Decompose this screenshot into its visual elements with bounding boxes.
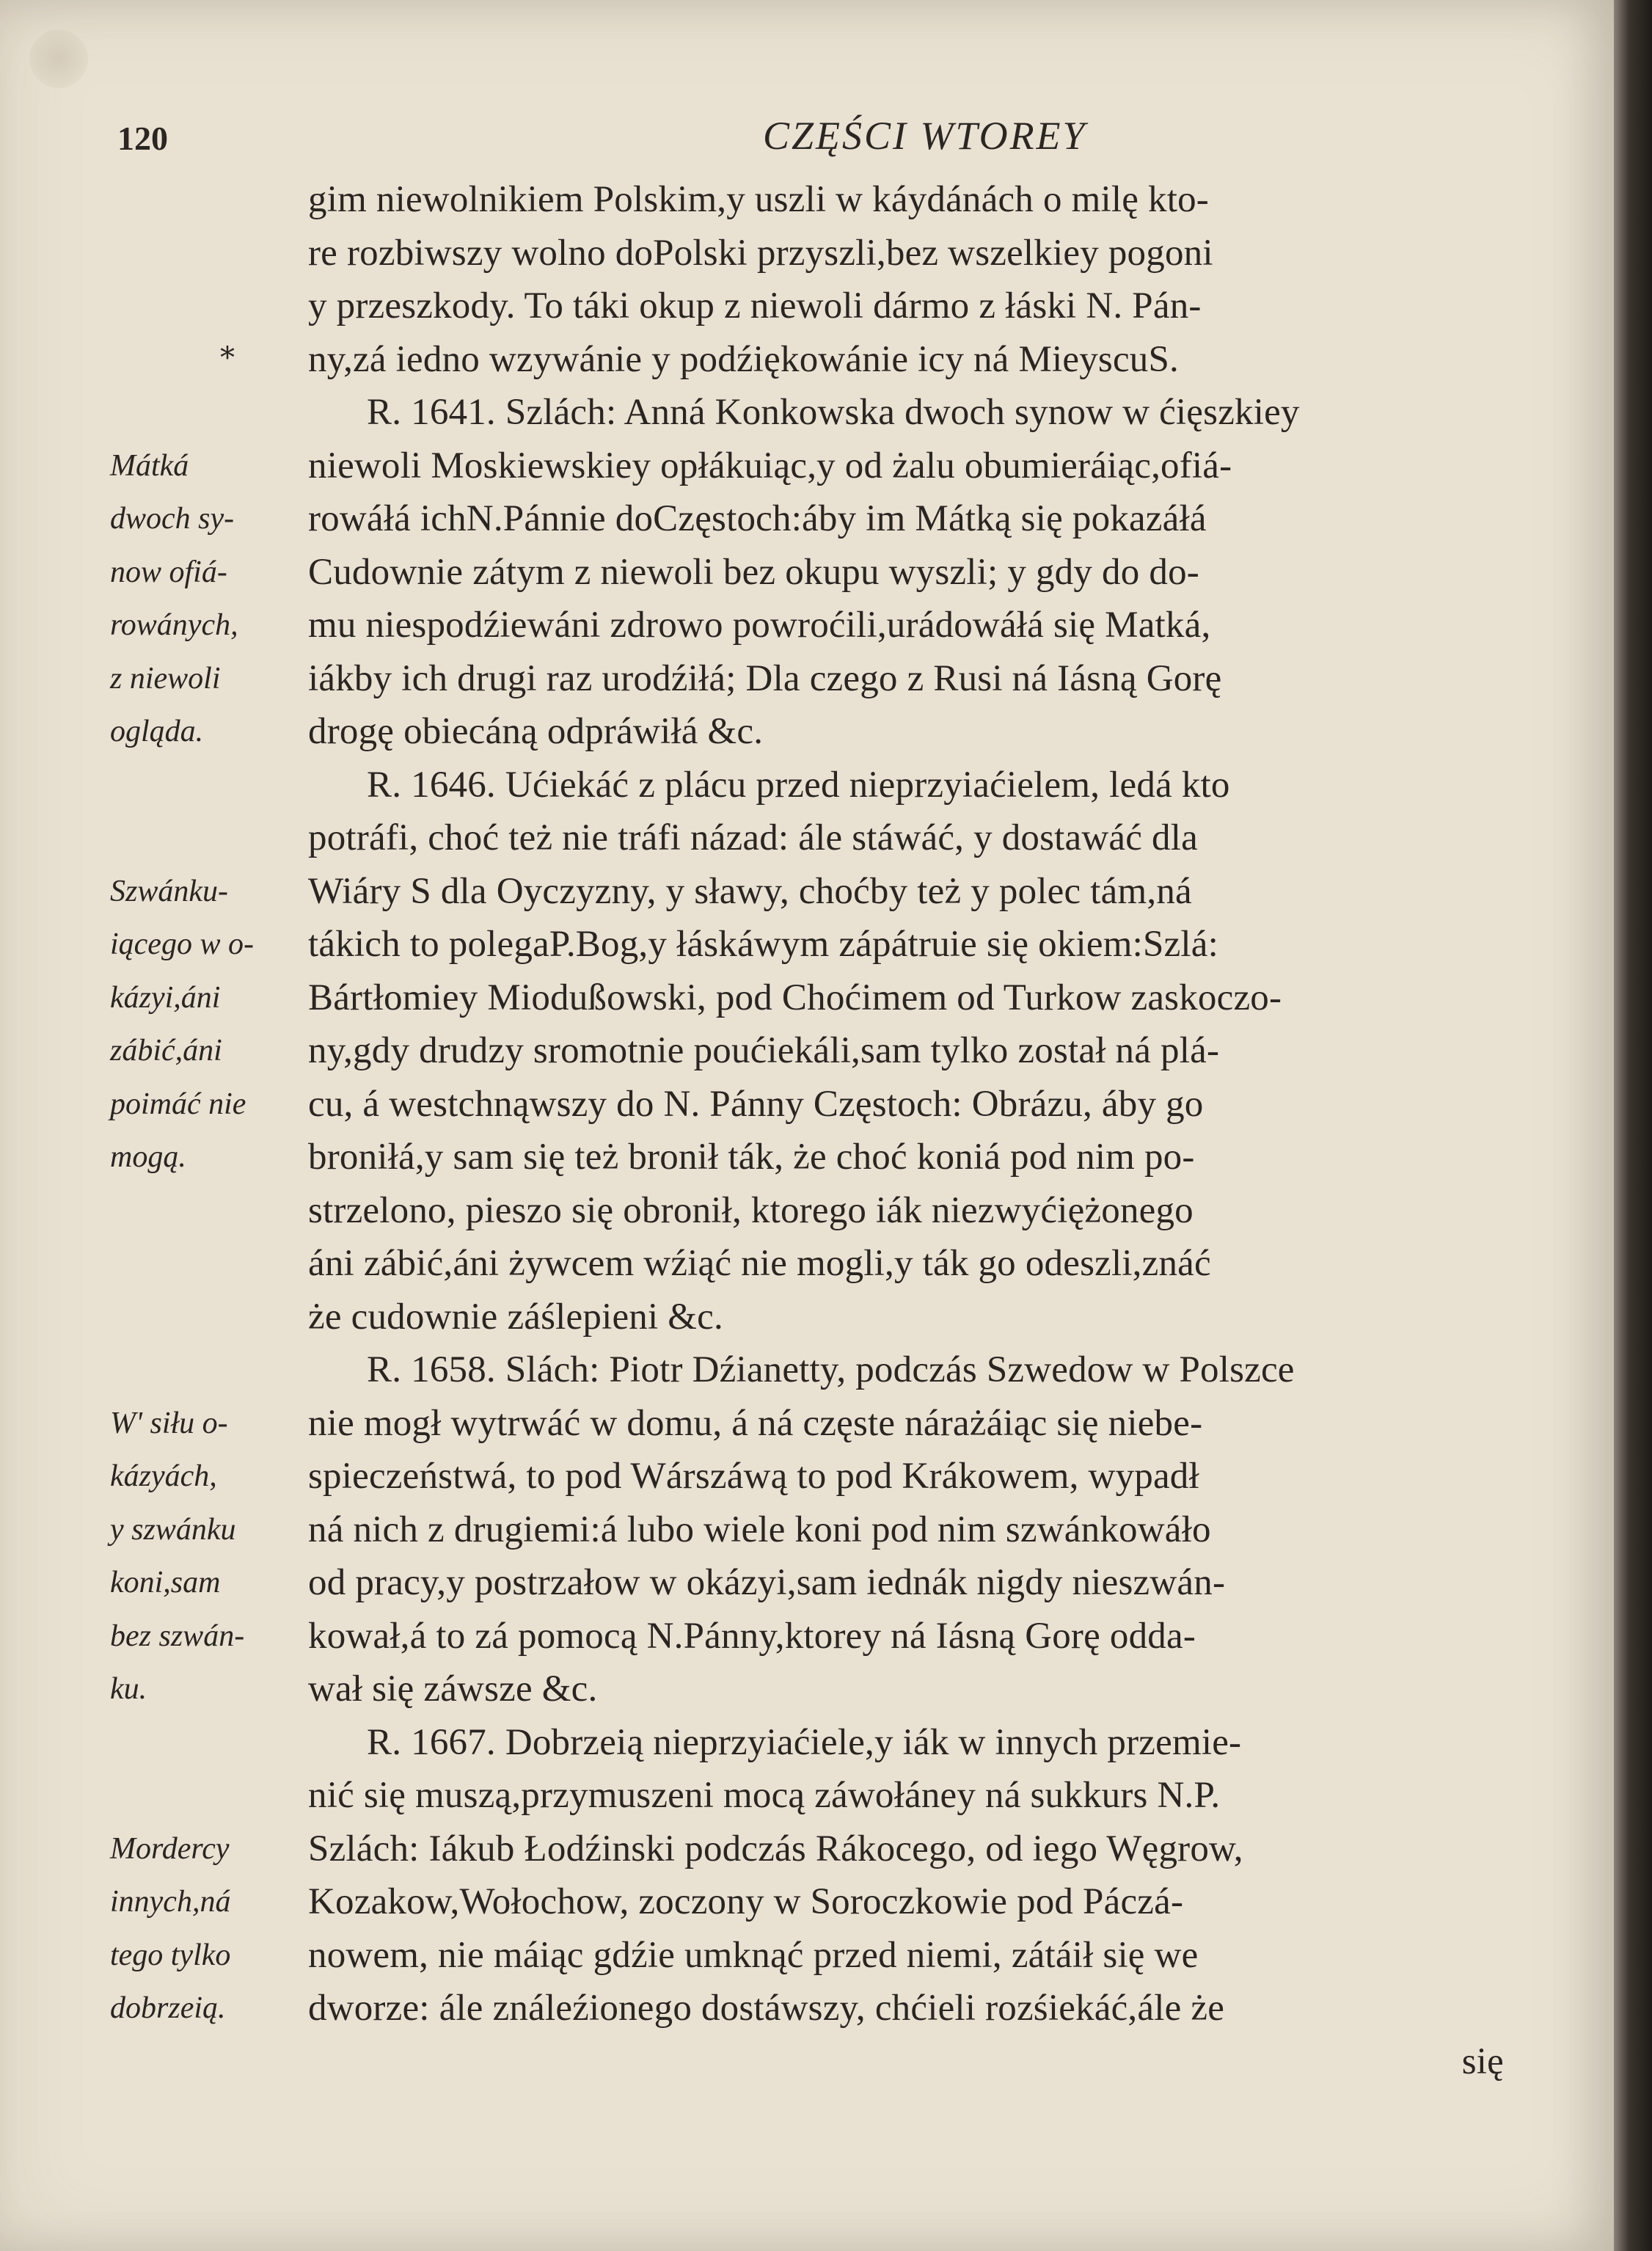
margin-note-line: y szwánku: [110, 1512, 236, 1547]
text-line: Bártłomiey Miodußowski, pod Choćimem od Turkow zaskoczo-: [308, 977, 1282, 1018]
text-line: ny,gdy drudzy sromotnie poućiekáli,sam tylko został ná plá-: [308, 1030, 1220, 1071]
text-line: R. 1646. Ućiekáć z plácu przed nieprzyiaćielem, ledá kto: [367, 764, 1230, 806]
running-head: CZĘŚCI WTOREY: [763, 114, 1087, 158]
margin-note-line: iącego w o-: [110, 927, 254, 961]
margin-note: [110, 1823, 308, 2035]
text-line: ná nich z drugiemi:á lubo wiele koni pod nim szwánkowáło: [308, 1508, 1211, 1550]
text-line: nić się muszą,przymuszeni mocą záwołáney ná sukkurs N.P.: [308, 1775, 1221, 1816]
margin-note-line: bez szwán-: [110, 1619, 245, 1653]
paper-stain: [29, 29, 88, 88]
margin-note-line: W' siłu o-: [110, 1406, 228, 1440]
text-line: Kozakow,Wołochow, zoczony w Soroczkowie pod Páczá-: [308, 1881, 1184, 1922]
text-line: dworze: ále ználeźionego dostáwszy, chćieli rozśiekáć,ále że: [308, 1988, 1225, 2029]
text-line: Cudownie zátym z niewoli bez okupu wyszli; y gdy do do-: [308, 551, 1199, 593]
margin-note-line: dobrzeią.: [110, 1991, 226, 2025]
text-line: rowáłá ichN.Pánnie doCzęstoch:áby im Mátką się pokazáłá: [308, 498, 1207, 539]
margin-note-line: poimáć nie: [110, 1087, 246, 1121]
page-edge-shadow: [1614, 0, 1652, 2251]
text-line: tákich to polegaP.Bog,y łáskáwym zápátruie się okiem:Szlá:: [308, 924, 1218, 965]
text-line: drogę obiecáną odpráwiłá &c.: [308, 711, 764, 752]
text-line: áni zábić,áni żywcem wźiąć nie mogli,y ták go odeszli,znáć: [308, 1243, 1211, 1284]
margin-note-line: mogą.: [110, 1140, 186, 1174]
margin-note-line: koni,sam: [110, 1566, 221, 1599]
margin-note-line: Szwánku-: [110, 874, 228, 908]
text-line: się: [1461, 2040, 1504, 2082]
margin-note-line: dwoch sy-: [110, 502, 235, 536]
margin-note: [110, 865, 308, 1184]
margin-note-line: now ofiá-: [110, 555, 227, 589]
text-line: gim niewolnikiem Polskim,y uszli w káydánách o milę kto-: [308, 179, 1209, 220]
margin-note-line: innych,ná: [110, 1885, 231, 1919]
margin-note-line: kázyi,áni: [110, 980, 221, 1015]
margin-note-line: Mordercy: [110, 1831, 230, 1866]
text-line: mu niespodźiewáni zdrowo powroćili,urádowáłá się Matká,: [308, 605, 1211, 646]
margin-note-line: Mátká: [110, 448, 189, 483]
margin-note-line: rowánych,: [110, 608, 238, 642]
margin-note-line: zábić,áni: [110, 1034, 222, 1068]
margin-note-line: kázyách,: [110, 1459, 217, 1493]
text-line: iákby ich drugi raz urodźiłá; Dla czego z Rusi ná Iásną Gorę: [308, 657, 1222, 699]
text-line: spieczeństwá, to pod Wárszáwą to pod Krákowem, wypadł: [308, 1456, 1199, 1497]
margin-note: [110, 1397, 308, 1716]
text-line: Wiáry S dla Oyczyzny, y sławy, choćby też y polec tám,ná: [308, 870, 1192, 912]
margin-note: [110, 439, 308, 759]
margin-note-line: ogląda.: [110, 715, 204, 748]
text-line: że cudownie záślepieni &c.: [308, 1296, 723, 1338]
text-line: y przeszkody. To táki okup z niewoli dármo z łáski N. Pán-: [308, 285, 1202, 326]
page-number: 120: [117, 120, 168, 157]
text-line: potráfi, choć też nie tráfi názad: ále stáwáć, y dostawáć dla: [308, 817, 1198, 858]
text-line: broniłá,y sam się też bronił ták, że choć koniá pod nim po-: [308, 1137, 1195, 1178]
body-text: [308, 173, 1555, 2088]
text-line: od pracy,y postrzałow w okázyi,sam iednák nigdy nieszwán-: [308, 1562, 1226, 1603]
margin-asterisk: *: [220, 341, 235, 375]
text-line: cu, á westchnąwszy do N. Pánny Częstoch: Obrázu, áby go: [308, 1083, 1204, 1125]
text-line: nowem, nie máiąc gdźie umknąć przed niemi, zátáił się we: [308, 1934, 1199, 1976]
text-line: niewoli Moskiewskiey opłákuiąc,y od żalu obumieráiąc,ofiá-: [308, 445, 1232, 486]
text-line: kował,á to zá pomocą N.Pánny,ktorey ná Iásną Gorę odda-: [308, 1615, 1196, 1657]
margin-note-line: tego tylko: [110, 1938, 231, 1972]
text-line: Szlách: Iákub Łodźinski podczás Rákocego, od iego Węgrow,: [308, 1828, 1243, 1869]
margin-note-line: z niewoli: [110, 661, 221, 696]
text-line: wał się záwsze &c.: [308, 1668, 598, 1710]
text-line: re rozbiwszy wolno doPolski przyszli,bez wszelkiey pogoni: [308, 232, 1213, 274]
text-line: R. 1667. Dobrzeią nieprzyiaćiele,y iák w innych przemie-: [367, 1721, 1242, 1763]
page-header: [117, 110, 1555, 161]
text-line: R. 1658. Slách: Piotr Dźianetty, podczás Szwedow w Polszce: [367, 1349, 1295, 1390]
text-line: strzelono, pieszo się obronił, ktorego iák niezwyćiężonego: [308, 1189, 1194, 1231]
text-line: ny,zá iedno wzywánie y podźiękowánie icy ná MieyscuS.: [308, 338, 1180, 380]
text-line: nie mogł wytrwáć w domu, á ná częste nárażáiąc się niebe-: [308, 1402, 1203, 1444]
text-line: R. 1641. Szlách: Anná Konkowska dwoch synow w ćięszkiey: [367, 392, 1300, 433]
margin-note-line: ku.: [110, 1672, 147, 1706]
